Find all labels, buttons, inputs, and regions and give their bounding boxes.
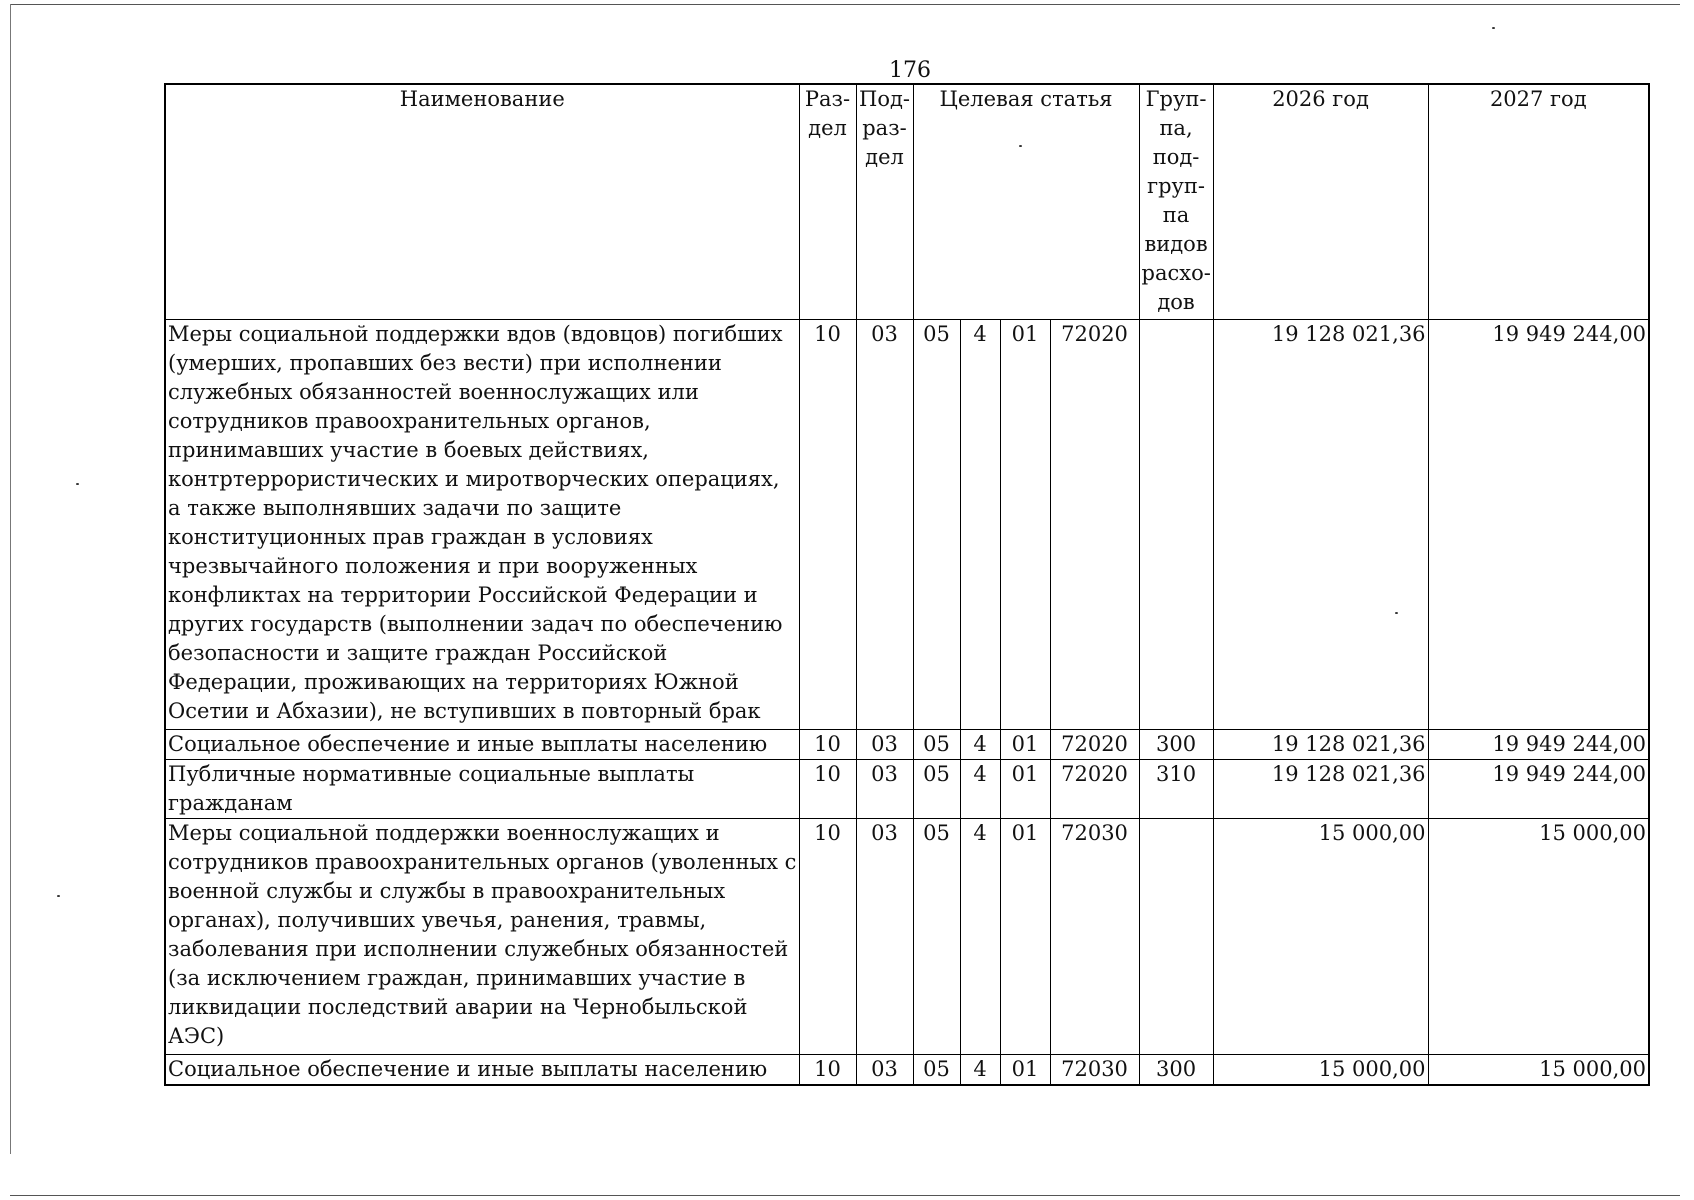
header-expense-group-line: видов bbox=[1144, 232, 1208, 256]
row-target-subprogram: 01 bbox=[1000, 729, 1050, 759]
row-section: 10 bbox=[799, 759, 856, 818]
page-number: 176 bbox=[889, 58, 931, 83]
row-amount-2027: 19 949 244,00 bbox=[1428, 759, 1649, 818]
header-expense-group-line: па bbox=[1162, 203, 1190, 227]
row-target-subprogram: 01 bbox=[1000, 759, 1050, 818]
table-row bbox=[165, 759, 1649, 818]
row-amount-2026: 19 128 021,36 bbox=[1213, 319, 1428, 729]
row-target-direction: 72020 bbox=[1050, 729, 1139, 759]
header-subsection-line: Под- bbox=[859, 87, 910, 111]
row-target-type: 4 bbox=[960, 319, 1000, 729]
header-expense-group-line: Груп- bbox=[1145, 87, 1207, 111]
row-expense-group: 300 bbox=[1139, 1054, 1213, 1085]
row-subsection: 03 bbox=[856, 1054, 913, 1085]
row-subsection: 03 bbox=[856, 818, 913, 1054]
header-section-line: Раз- bbox=[804, 87, 851, 111]
row-target-type: 4 bbox=[960, 1054, 1000, 1085]
header-name: Наименование bbox=[165, 84, 799, 319]
header-section bbox=[799, 84, 856, 319]
row-expense-group: 300 bbox=[1139, 729, 1213, 759]
row-expense-group bbox=[1139, 319, 1213, 729]
row-subsection: 03 bbox=[856, 319, 913, 729]
row-section: 10 bbox=[799, 818, 856, 1054]
header-expense-group-line: дов bbox=[1157, 290, 1195, 314]
row-amount-2027: 15 000,00 bbox=[1428, 1054, 1649, 1085]
row-amount-2027: 19 949 244,00 bbox=[1428, 729, 1649, 759]
row-section: 10 bbox=[799, 319, 856, 729]
row-subsection: 03 bbox=[856, 729, 913, 759]
row-name: Публичные нормативные социальные выплаты гражданам bbox=[165, 759, 799, 818]
row-amount-2026: 15 000,00 bbox=[1213, 1054, 1428, 1085]
scan-speck bbox=[1492, 27, 1495, 29]
scan-speck bbox=[76, 483, 79, 485]
row-target-program: 05 bbox=[913, 818, 960, 1054]
table-header-row bbox=[165, 84, 1649, 319]
table-row bbox=[165, 319, 1649, 729]
row-target-type: 4 bbox=[960, 818, 1000, 1054]
row-name: Социальное обеспечение и иные выплаты населению bbox=[165, 1054, 799, 1085]
row-amount-2026: 15 000,00 bbox=[1213, 818, 1428, 1054]
header-subsection-line: раз- bbox=[862, 116, 907, 140]
row-target-program: 05 bbox=[913, 759, 960, 818]
row-name: Меры социальной поддержки вдов (вдовцов) погибших (умерших, пропавших без вести) при исполнении служебных обязанностей военнослужащих или сотрудников правоохранительных органов, принимавших участие в боевых действиях, контртеррористических и миротворческих операциях, а также выполнявших задачи по защите конституционных прав граждан в условиях чрезвычайного положения и при вооруженных конфликтах на территории Российской Федерации и других государств (выполнении задач по обеспечению безопасности и защите граждан Российской Федерации, проживающих на территориях Южной Осетии и Абхазии), не вступивших в повторный брак bbox=[165, 319, 799, 729]
scan-speck bbox=[57, 895, 60, 897]
row-amount-2026: 19 128 021,36 bbox=[1213, 729, 1428, 759]
row-target-type: 4 bbox=[960, 729, 1000, 759]
row-name: Меры социальной поддержки военнослужащих и сотрудников правоохранительных органов (уволенных с военной службы и службы в правоохранительных органах), получивших увечья, ранения, травмы, заболевания при исполнении служебных обязанностей (за исключением граждан, принимавших участие в ликвидации последствий аварии на Чернобыльской АЭС) bbox=[165, 818, 799, 1054]
row-target-program: 05 bbox=[913, 729, 960, 759]
header-target-article: Целевая статья bbox=[913, 84, 1139, 319]
header-expense-group-line: под- bbox=[1152, 145, 1200, 169]
header-expense-group-line: па, bbox=[1159, 116, 1193, 140]
row-target-program: 05 bbox=[913, 1054, 960, 1085]
row-amount-2026: 19 128 021,36 bbox=[1213, 759, 1428, 818]
table-row bbox=[165, 729, 1649, 759]
row-section: 10 bbox=[799, 729, 856, 759]
row-amount-2027: 19 949 244,00 bbox=[1428, 319, 1649, 729]
row-target-direction: 72020 bbox=[1050, 759, 1139, 818]
header-expense-group bbox=[1139, 84, 1213, 319]
header-subsection-line: дел bbox=[865, 145, 904, 169]
row-section: 10 bbox=[799, 1054, 856, 1085]
table-row bbox=[165, 818, 1649, 1054]
row-target-direction: 72020 bbox=[1050, 319, 1139, 729]
row-target-direction: 72030 bbox=[1050, 818, 1139, 1054]
header-subsection bbox=[856, 84, 913, 319]
budget-table bbox=[164, 83, 1650, 1086]
header-year-2026: 2026 год bbox=[1213, 84, 1428, 319]
row-target-type: 4 bbox=[960, 759, 1000, 818]
header-section-line: дел bbox=[808, 116, 847, 140]
row-target-subprogram: 01 bbox=[1000, 818, 1050, 1054]
row-name: Социальное обеспечение и иные выплаты населению bbox=[165, 729, 799, 759]
scan-border-bottom bbox=[10, 1195, 1680, 1196]
header-expense-group-line: расхо- bbox=[1141, 261, 1211, 285]
row-subsection: 03 bbox=[856, 759, 913, 818]
header-expense-group-line: груп- bbox=[1147, 174, 1205, 198]
scan-border-left bbox=[10, 4, 11, 1154]
table-row bbox=[165, 1054, 1649, 1085]
row-expense-group: 310 bbox=[1139, 759, 1213, 818]
scan-border-top bbox=[10, 4, 1680, 5]
row-target-direction: 72030 bbox=[1050, 1054, 1139, 1085]
header-year-2027: 2027 год bbox=[1428, 84, 1649, 319]
row-target-program: 05 bbox=[913, 319, 960, 729]
row-target-subprogram: 01 bbox=[1000, 319, 1050, 729]
row-amount-2027: 15 000,00 bbox=[1428, 818, 1649, 1054]
row-expense-group bbox=[1139, 818, 1213, 1054]
row-target-subprogram: 01 bbox=[1000, 1054, 1050, 1085]
